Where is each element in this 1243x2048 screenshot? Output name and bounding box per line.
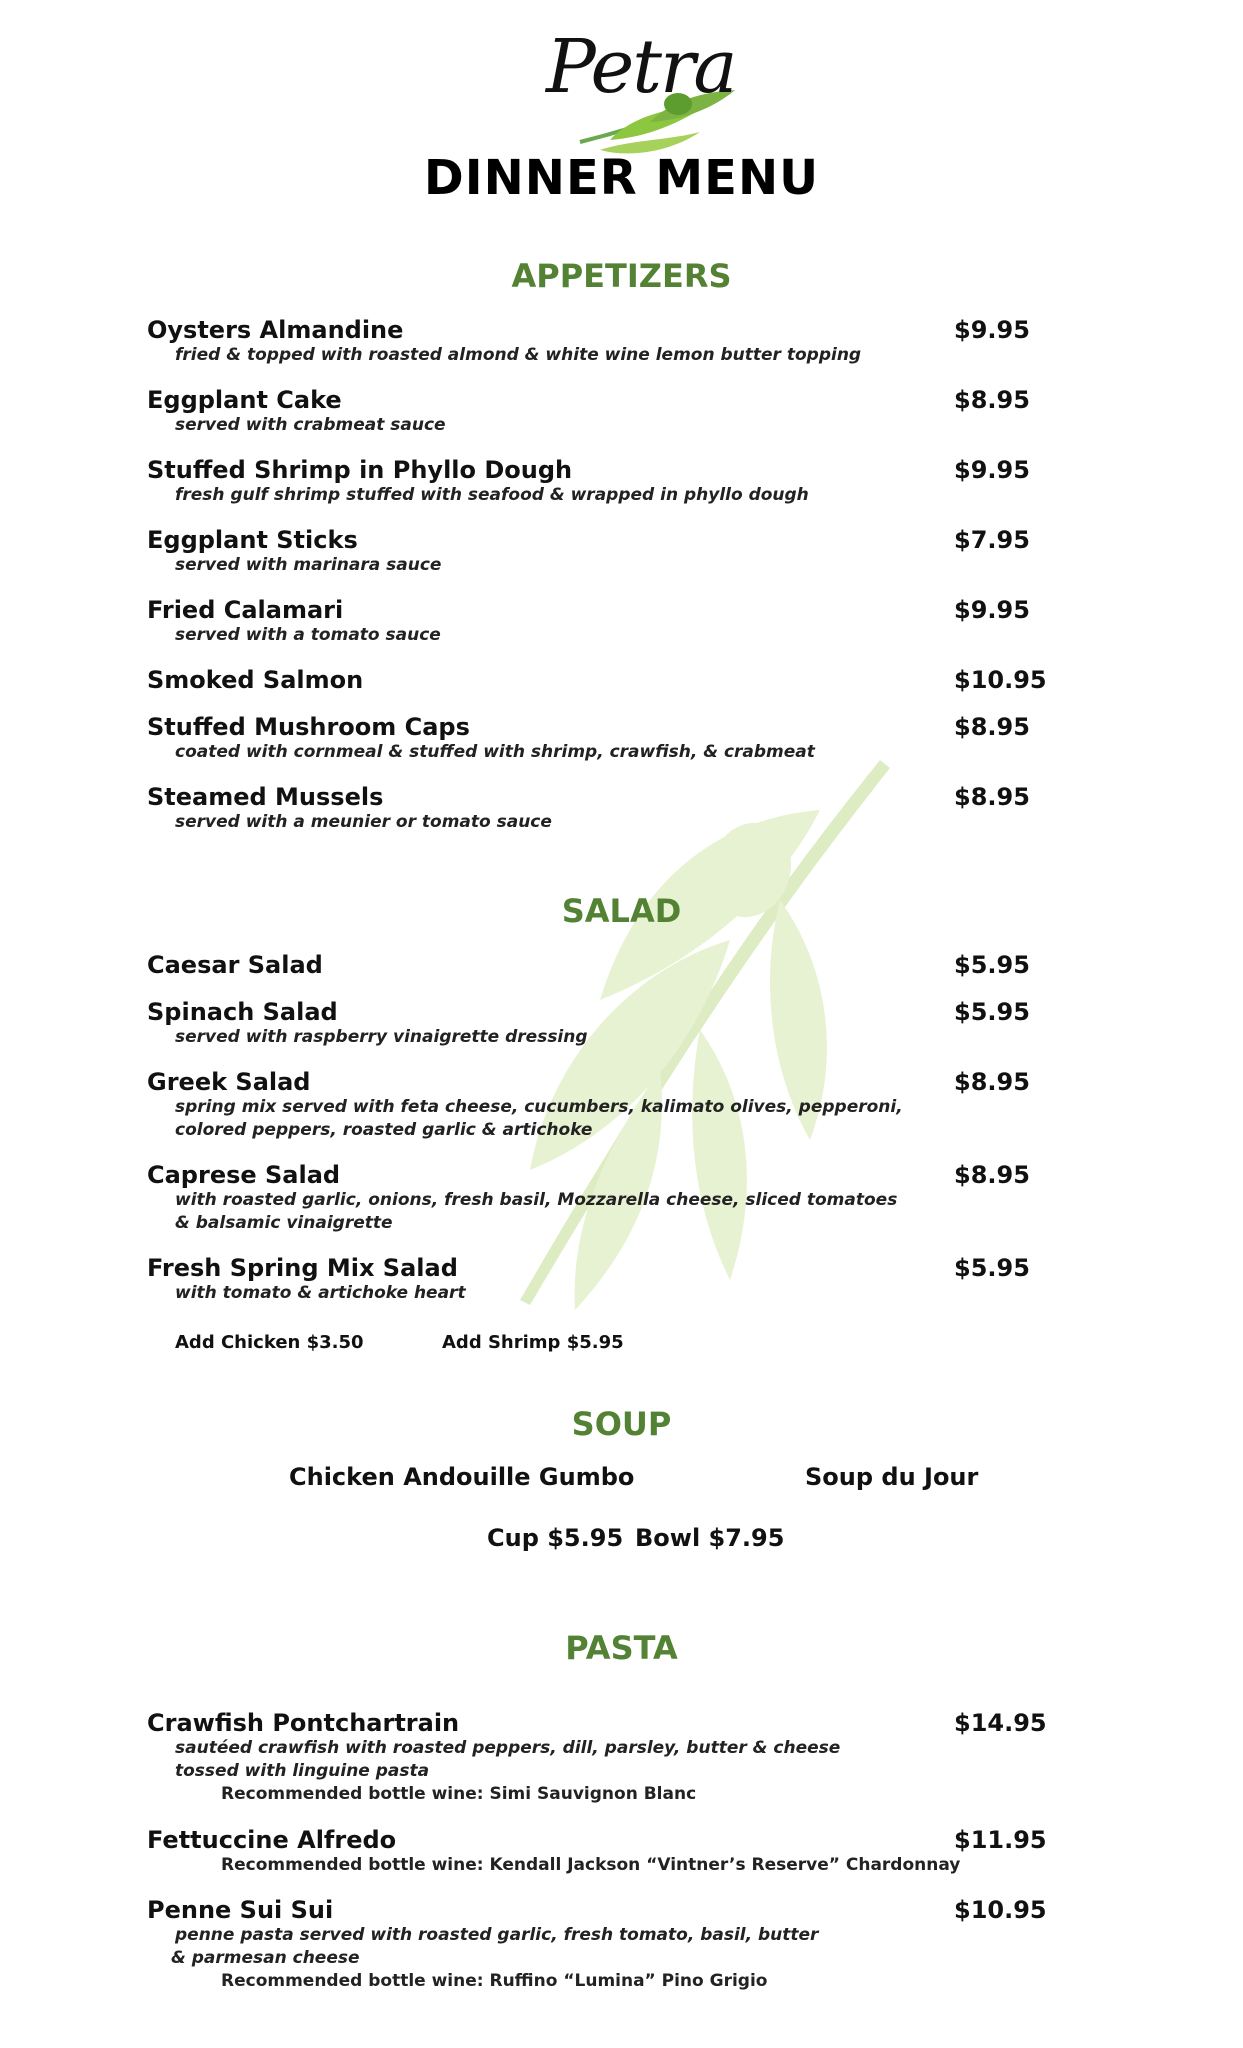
item-description: penne pasta served with roasted garlic, fresh tomato, basil, butter [175, 1925, 819, 1945]
item-description: served with raspberry vinaigrette dressing [175, 1027, 588, 1047]
item-name: Crawfish Pontchartrain [147, 1709, 460, 1737]
item-name: Caesar Salad [147, 951, 323, 979]
item-price: $9.95 [954, 316, 1030, 344]
item-description: served with a tomato sauce [175, 625, 441, 645]
menu-item [147, 456, 1047, 507]
item-description: served with a meunier or tomato sauce [175, 812, 552, 832]
item-price: $8.95 [954, 1161, 1030, 1189]
item-price: $9.95 [954, 456, 1030, 484]
item-price: $9.95 [954, 596, 1030, 624]
menu-item [147, 1254, 1047, 1305]
item-description: & parmesan cheese [171, 1948, 360, 1968]
item-price: $7.95 [954, 526, 1030, 554]
wine-recommendation: Recommended bottle wine: Ruffino “Lumina” Pino Grigio [221, 1971, 768, 1991]
soup-option-gumbo: Chicken Andouille Gumbo [289, 1463, 635, 1491]
item-description: & balsamic vinaigrette [175, 1213, 393, 1233]
item-name: Caprese Salad [147, 1161, 341, 1189]
section-title-appetizers: APPETIZERS [511, 257, 732, 295]
item-description: spring mix served with feta cheese, cucumbers, kalimato olives, pepperoni, [175, 1097, 903, 1117]
menu-item [147, 596, 1047, 647]
menu-item [147, 526, 1047, 577]
item-description: coated with cornmeal & stuffed with shrimp, crawfish, & crabmeat [175, 742, 815, 762]
item-name: Smoked Salmon [147, 666, 364, 694]
menu-item [147, 1709, 1047, 1806]
item-name: Eggplant Cake [147, 386, 342, 414]
section-title-salad: SALAD [561, 892, 682, 930]
item-price: $8.95 [954, 713, 1030, 741]
item-description: fresh gulf shrimp stuffed with seafood & wrapped in phyllo dough [175, 485, 809, 505]
section-title-soup: SOUP [571, 1405, 672, 1443]
menu-item [147, 713, 1047, 764]
item-description: colored peppers, roasted garlic & artichoke [175, 1120, 593, 1140]
menu-item [147, 1826, 1047, 1877]
soup-cup-price: Cup $5.95 [487, 1524, 624, 1552]
item-name: Eggplant Sticks [147, 526, 358, 554]
item-description: with tomato & artichoke heart [175, 1283, 466, 1303]
menu-item [147, 386, 1047, 437]
item-description: served with marinara sauce [175, 555, 442, 575]
item-description: tossed with linguine pasta [175, 1761, 430, 1781]
menu-item [147, 1161, 1047, 1235]
item-name: Stuffed Mushroom Caps [147, 713, 470, 741]
menu-item [147, 1896, 1047, 1993]
menu-item [147, 998, 1047, 1049]
section-title-pasta: PASTA [565, 1629, 678, 1667]
item-name: Fried Calamari [147, 596, 344, 624]
item-name: Fresh Spring Mix Salad [147, 1254, 458, 1282]
item-price: $8.95 [954, 386, 1030, 414]
menu-item [147, 666, 1047, 694]
item-name: Greek Salad [147, 1068, 311, 1096]
item-price: $8.95 [954, 1068, 1030, 1096]
page-title: DINNER MENU [423, 150, 820, 206]
wine-recommendation: Recommended bottle wine: Kendall Jackson “Vintner’s Reserve” Chardonnay [221, 1855, 961, 1875]
item-price: $14.95 [954, 1709, 1047, 1737]
item-description: fried & topped with roasted almond & white wine lemon butter topping [175, 345, 862, 365]
item-description: sautéed crawfish with roasted peppers, dill, parsley, butter & cheese [175, 1738, 841, 1758]
item-description: served with crabmeat sauce [175, 415, 446, 435]
item-name: Fettuccine Alfredo [147, 1826, 397, 1854]
item-name: Steamed Mussels [147, 783, 384, 811]
item-description: with roasted garlic, onions, fresh basil, Mozzarella cheese, sliced tomatoes [175, 1190, 898, 1210]
menu-item [147, 1068, 1047, 1142]
addon-shrimp: Add Shrimp $5.95 [442, 1332, 624, 1353]
item-name: Penne Sui Sui [147, 1896, 334, 1924]
addon-chicken: Add Chicken $3.50 [175, 1332, 364, 1353]
item-price: $10.95 [954, 1896, 1047, 1924]
wine-recommendation: Recommended bottle wine: Simi Sauvignon Blanc [221, 1784, 697, 1804]
menu-item [147, 783, 1047, 834]
soup-option-du-jour: Soup du Jour [805, 1463, 979, 1491]
item-price: $5.95 [954, 951, 1030, 979]
menu-item [147, 316, 1047, 367]
item-name: Spinach Salad [147, 998, 338, 1026]
item-price: $5.95 [954, 1254, 1030, 1282]
item-price: $10.95 [954, 666, 1047, 694]
item-name: Stuffed Shrimp in Phyllo Dough [147, 456, 573, 484]
menu-item [147, 951, 1047, 979]
soup-bowl-price: Bowl $7.95 [635, 1524, 785, 1552]
item-name: Oysters Almandine [147, 316, 404, 344]
item-price: $8.95 [954, 783, 1030, 811]
item-price: $11.95 [954, 1826, 1047, 1854]
logo-wordmark: Petra [546, 24, 736, 110]
item-price: $5.95 [954, 998, 1030, 1026]
